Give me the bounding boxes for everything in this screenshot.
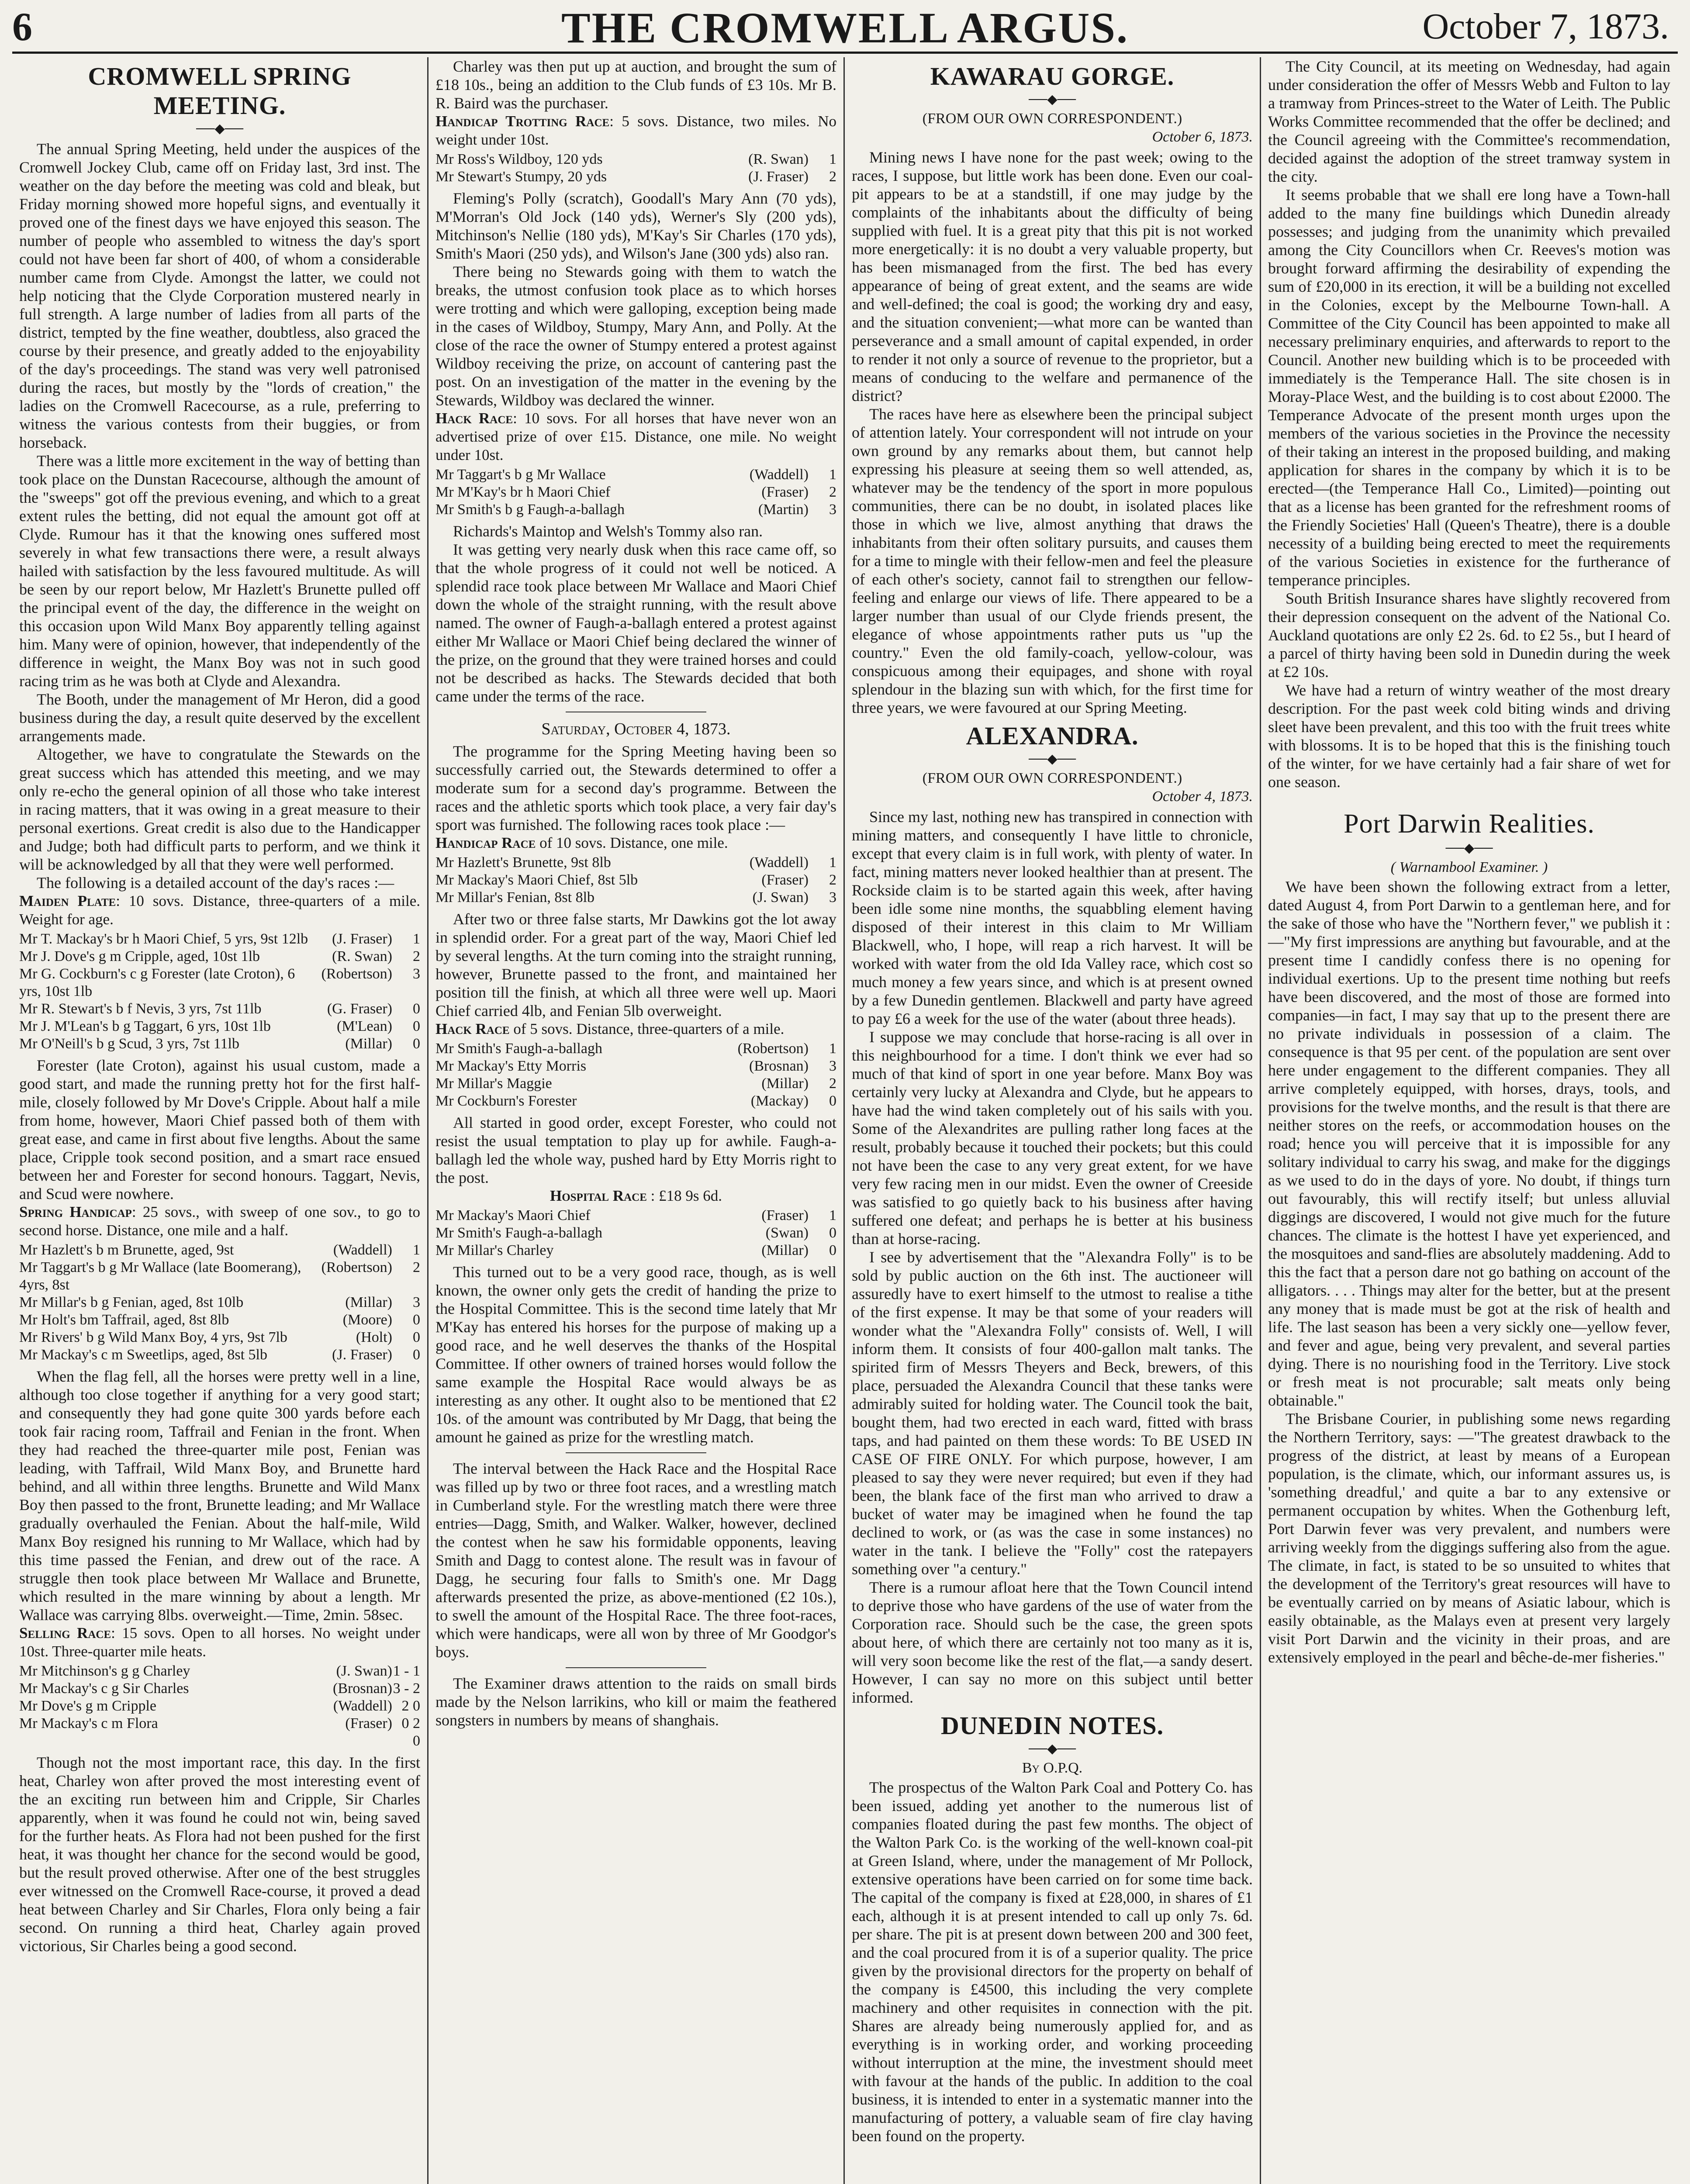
race-entry: Mr O'Neill's b g Scud, 3 yrs, 7st 11lb (Millar) 0 (19, 1036, 420, 1052)
byline: (FROM OUR OWN CORRESPONDENT.) (922, 770, 1182, 786)
byline: By O.P.Q. (1022, 1760, 1083, 1776)
paragraph: The City Council, at its meeting on Wednesday, had again under consideration the offer of Messrs Webb and Fulton to lay a tramway from Princes-street to the Water of Leith. The Public Works Committee recommended that the offer be declined; and the Council agreeing with the Committee's recommendation, decided against the adoption of the street tramway system in the city. (1268, 58, 1670, 185)
race-entry: Mr M'Kay's br h Maori Chief (Fraser) 2 (435, 484, 836, 500)
column-4 (1261, 57, 1677, 2184)
paragraph: The following is a detailed account of the day's races :— (37, 874, 394, 892)
paragraph: I see by advertisement that the "Alexandra Folly" is to be sold by public auction on the 6th inst. The auctioneer will assuredly have to exert himself to the utmost to realise a tithe of the first expense. It may be that some of your readers will wonder what the "Alexandra Folly" consists of. Well, I will inform them. It consists of four 400-gallon malt tanks. The spirited firm of Messrs Theyers and Beck, brewers, of this place, persuaded the Alexandra Council that these tanks were admirably suited for holding water. The Council took the bait, bought them, had two erected in each ward, fitted with brass taps, and had painted on them these words: To BE USED IN CASE OF FIRE ONLY. For which purpose, however, I am pleased to say they were never required; but even if they had been, the blank face of the first man who arrived to draw a bucket of water may be imagined when he found the tap declined to work, or (as was the case in some instances) no water in the tank. I believe the "Folly" cost the ratepayers something over "a century." (852, 1248, 1253, 1578)
article-title-kawarau: KAWARAU GORGE. (930, 62, 1175, 90)
race-report: It was getting very nearly dusk when this race came off, so that the whole progress of it could not well be noticed. A splendid race took place between Mr Wallace and Maori Chief down the whole of the straight running, with the result above named. The owner of Faugh-a-ballagh entered a protest against either Mr Wallace or Maori Chief being declared the winner of the prize, on the ground that they were trained horses and could not be described as hacks. The Stewards decided that both came under the terms of the race. (435, 541, 836, 705)
race-entries (19, 930, 420, 1053)
race-report: There being no Stewards going with them to watch the breaks, the utmost confusion took place as to which horses were trotting and which were galloping, exception being made in the cases of Wildboy, Stumpy, Mary Ann, and Polly. At the close of the race the owner of Stumpy entered a protest against Wildboy receiving the prize, on account of cantering past the post. On an investigation of the matter in the evening by the Stewards, Wildboy was declared the winner. (435, 263, 836, 409)
race-entry: Mr T. Mackay's br h Maori Chief, 5 yrs, 9st 12lb (J. Fraser) 1 (19, 931, 420, 947)
race-entry: Mr Rivers' b g Wild Manx Boy, 4 yrs, 9st 7lb (Holt) 0 (19, 1329, 420, 1345)
race-entries (435, 1040, 836, 1110)
paragraph: There is a rumour afloat here that the Town Council intend to deprive those who have gardens of the use of water from the Corporation race. Should such be the case, the green spots about here, of which there are certainly not too many as it is, will very soon become like the rest of the flat,—a sandy desert. However, I can say no more on this subject until better informed. (852, 1579, 1253, 1706)
race-entry: Mr Taggart's b g Mr Wallace (Waddell) 1 (435, 467, 836, 483)
race-heading-handicap-race: Handicap Race of 10 sovs. Distance, one mile. (435, 834, 728, 851)
race-report: Though not the most important race, this day. In the first heat, Charley won after proved the most interesting event of the an exciting run between him and Cripple, Sir Charles apparently, when it was found he could not win, being saved for the further heats. As Flora had not been pushed for the first heat, it was thought her chance for the second would be good, but the result proved otherwise. After one of the best struggles ever witnessed on the Cromwell Race-course, it proved a dead heat between Charley and Sir Charles, Flora only being a fair second. On running a third heat, Charley again proved victorious, Sir Charles being a good second. (19, 1754, 420, 1955)
race-report: This turned out to be a very good race, though, as is well known, the owner only gets the credit of handing the prize to the Hospital Committee. This is the second time lately that Mr M'Kay has entered his horses for the purpose of making up a good race, and he well deserves the thanks of the Hospital Committee. If other owners of trained horses would follow the same example the Hospital Race would always be as interesting as any other. It ought also to be mentioned that £2 10s. of the amount was contributed by Mr Dagg, that being the amount he gained as prize for the wrestling match. (435, 1263, 836, 1446)
race-entry: Mr Mackay's c g Sir Charles (Brosnan) 3 - 2 (19, 1680, 420, 1697)
race-entry: Mr Hazlett's b m Brunette, aged, 9st (Waddell) 1 (19, 1242, 420, 1258)
race-entries (19, 1241, 420, 1364)
race-heading-hospital-race: Hospital Race : £18 9s 6d. (550, 1187, 722, 1204)
race-heading-maiden-plate: Maiden Plate: 10 sovs. Distance, three-quarters of a mile. Weight for age. (19, 892, 420, 928)
paragraph: I suppose we may conclude that horse-racing is all over in this neighbourhood for a time. I don't think we ever had so much of that kind of sport in one year before. Manx Boy was certainly very lucky at Alexandra and Clyde, but he appears to have had the wind taken completely out of his sails with you. Some of the Alexandrites are pulling rather long faces at the result, probably because it touched their pockets; but this could not have been the case to any very great extent, for we have very few racing men in our midst. Even the owner of Creeside was satisfied to go quietly back to his business after having suffered one defeat; and perhaps he is better at his business than at horse-racing. (852, 1028, 1253, 1248)
column-1 (12, 57, 429, 2184)
race-entry: Mr Holt's bm Taffrail, aged, 8st 8lb (Moore) 0 (19, 1312, 420, 1328)
race-entry: Mr Ross's Wildboy, 120 yds (R. Swan) 1 (435, 151, 836, 167)
column-2 (429, 57, 845, 2184)
dateline: October 4, 1873. (1152, 788, 1253, 805)
paragraph: Since my last, nothing new has transpired in connection with mining matters, and consequently I have little to chronicle, except that every claim is in full work, with plenty of water. In fact, mining matters never looked healthier than at present. The Rockside claim is to be started again this week, after having been idle some nine months, the squabbling element having disposed of their interest in this claim to Mr William Blackwell, who, I hope, will reap a rich harvest. It will be worked with water from the old Ida Valley race, which cost so much money a few years since, and which is at present owned by a few Dunedin gentlemen. Blackwell and party have agreed to pay £6 a week for the use of the water (about three heads). (852, 808, 1253, 1027)
issue-date: October 7, 1873. (1422, 6, 1669, 47)
race-entry: Mr Millar's Fenian, 8st 8lb (J. Swan) 3 (435, 889, 836, 905)
paragraph: The interval between the Hack Race and the Hospital Race was filled up by two or three foot races, and a wrestling match in Cumberland style. For the wrestling match there were three entries—Dagg, Smith, and Walker. Walker, however, declined the contest when he saw his formidable opponents, leaving Smith and Dagg to contest alone. The result was in favour of Dagg, he securing four falls to Smith's one. Mr Dagg afterwards presented the prize, as above-mentioned (£2 10s.), to swell the amount of the Hospital Race. The three foot-races, which were handicaps, were all won by three of Mr Goodgor's boys. (435, 1460, 836, 1661)
paragraph: South British Insurance shares have slightly recovered from their depression consequent on the advent of the National Co. Auckland quotations are only £2 2s. 6d. to £2 5s., but I heard of a parcel of thirty having been sold in Dunedin during the week at £2 10s. (1268, 590, 1670, 681)
race-entry: Mr Stewart's Stumpy, 20 yds (J. Fraser) 2 (435, 169, 836, 185)
section-heading-saturday: Saturday, October 4, 1873. (541, 720, 731, 738)
race-report: Forester (late Croton), against his usual custom, made a good start, and made the running pretty hot for the first half-mile, closely followed by Mr Dove's Cripple. About half a mile from home, however, Maori Chief passed both of them with great ease, and came in first about five lengths. About the same place, Cripple took second position, and a smart race ensued between her and Forester for second honours. Taggart, Nevis, and Scud were nowhere. (19, 1057, 420, 1203)
ornament: ──◆── (1028, 1742, 1076, 1756)
race-entries (435, 1207, 836, 1259)
also-ran: Fleming's Polly (scratch), Goodall's Mary Ann (70 yds), M'Morran's Old Jock (140 yds), Werner's Sly (200 yds), Mitchinson's Nellie (180 yds), M'Kay's Sir Charles (170 yds), Smith's Maori (250 yds), and Wilson's Jane (300 yds) also ran. (435, 190, 836, 262)
paragraph: We have been shown the following extract from a letter, dated August 4, from Port Darwin to a gentleman here, and for the sake of those who have the "Northern fever," we publish it :—"My first impressions are anything but favourable, and at the present time I candidly confess there is no opening for individual exertions. Up to the present time nothing but reefs have been discovered, and the most of those are formed into companies—in fact, I may say that up to the present there are no private individuals in possession of a claim. The consequence is that 95 per cent. of the population are sent over here under engagement to the different companies. They all arrive completely equipped, with horses, drays, tools, and provisions for the twelve months, and the result is that there are neither stores on the reefs, or accommodation houses on the road; hence you will perceive that it is impossible for any solitary individual to carry his swag, and make for the diggings as we used to do in the days of yore. No doubt, if things turn out favourably, this will rectify itself; but unless alluvial diggings are discovered, I would not give much for the future chances. The climate is the hottest I have yet experienced, and the mosquitoes and sand-flies are absolutely maddening. Add to this the fact that a person dare not go bathing on account of the alligators. . . . Things may alter for the better, but at the present any money that is made must be got at the risk of health and life. The last season has been a very sickly one—yellow fever, and fever and ague, being very prevalent, and several parties dying. There is no nourishing food in the Territory. Live stock or fresh meat is not procurable; salt meats only being obtainable." (1268, 878, 1670, 1409)
paragraph: There was a little more excitement in the way of betting than took place on the Dunstan Racecourse, although the amount of the "sweeps" got off the previous evening, and which to a great extent rules the betting, did not equal the amount got off at Clyde. Rumour has it that the knowing ones suffered most severely in what few transactions there were, a result always hailed with satisfaction by the less favoured multitude. As will be seen by our report below, Mr Hazlett's Brunette pulled off the principal event of the day, the difference in the weight on this occasion upon Wild Manx Boy apparently telling against him. Many were of opinion, however, that independently of the difference in weight, the Manx Boy was not in such good racing trim as he was both at Clyde and Alexandra. (19, 452, 420, 690)
paragraph: The Brisbane Courier, in publishing some news regarding the Northern Territory, says: —"The greatest drawback to the progress of the district, at least by means of a European population, is the climate, which, our informant assures us, is 'something dreadful,' and quite a bar to any extensive or permanent occupation by whites. When the Gothenburg left, Port Darwin fever was very prevalent, and numbers were arriving weekly from the diggings suffering also from the ague. The climate, in fact, is stated to be so unsuited to whites that the development of the Territory's great resources will have to be eventually carried on by means of Asiatic labour, which is easily obtainable, as the Malays even at present very largely visit Port Darwin and the vicinity in their proas, and are extensively employed in the pearl and bêche-de-mer fisheries." (1268, 1410, 1670, 1666)
race-entry: Mr Millar's Maggie (Millar) 2 (435, 1075, 836, 1092)
ornament: ──◆── (1445, 841, 1493, 855)
race-entry: Mr Mitchinson's g g Charley (J. Swan) 1 - 1 (19, 1663, 420, 1679)
divider (566, 1452, 706, 1453)
race-report: All started in good order, except Forester, who could not resist the usual temptation to play up for awhile. Faugh-a-ballagh led the whole way, pushed hard by Etty Morris right to the post. (435, 1114, 836, 1186)
race-report: When the flag fell, all the horses were pretty well in a line, although too close together if anything for a very good start; and consequently they had gone quite 300 yards before each took fair racing room, Taffrail and Fenian in the front. When they had reached the three-quarter mile post, Fenian was leading, with Taffrail, Wild Manx Boy, and Brunette hard behind, and all within three lengths. Brunette and Wild Manx Boy then passed to the front, Brunette leading; and Mr Wallace gradually overhauled the Fenian. About the half-mile, Wild Manx Boy resigned his running to Mr Wallace, which had by this time passed the Fenian, and drew out of the race. A struggle then took place between Mr Wallace and Brunette, which resulted in the mare winning by about a length. Mr Wallace was carrying 8lbs. overweight.—Time, 2min. 58sec. (19, 1368, 420, 1624)
newspaper-title: THE CROMWELL ARGUS. (561, 3, 1129, 52)
race-entries (435, 854, 836, 906)
race-heading-selling-race: Selling Race: 15 sovs. Open to all horses. No weight under 10st. Three-quarter mile heats. (19, 1624, 420, 1660)
paragraph: The Examiner draws attention to the raids on small birds made by the Nelson larrikins, who kill or maim the feathered songsters in numbers by means of shanghais. (435, 1675, 836, 1729)
race-entry: Mr Mackay's Maori Chief (Fraser) 1 (435, 1207, 836, 1223)
article-title-alexandra: ALEXANDRA. (966, 722, 1139, 750)
ornament: ──◆── (1028, 752, 1076, 766)
also-ran: Richards's Maintop and Welsh's Tommy also ran. (453, 522, 763, 540)
race-entry: Mr Mackay's c m Flora (Fraser) 0 2 0 (19, 1715, 420, 1749)
race-entry: Mr Mackay's Etty Morris (Brosnan) 3 (435, 1058, 836, 1074)
paragraph: It seems probable that we shall ere long have a Town-hall added to the many fine buildings which Dunedin already possesses; and judging from the unanimity which prevailed among the City Councillors when Cr. Reeves's motion was brought forward affirming the desirability of expending the sum of £20,000 in its erection, it will be a building not excelled in the Colonies, except by the Melbourne Town-hall. A Committee of the City Council has been appointed to make all necessary preliminary enquiries, and afterwards to report to the Council. Another new building which is to be proceeded with immediately is the Temperance Hall. The site chosen is in Moray-Place West, and the building is to cost about £2000. The Temperance Advocate of the present month urges upon the members of the various societies in the Province the necessity of their taking an interest in the proposed building, and making application for shares in the company by which it is to be erected—(the Temperance Hall Co., Limited)—pointing out that as a license has been granted for the refreshment rooms of the Friendly Societies' Hall (Queen's Theatre), there is a double necessity of a building being erected to meet the requirements of the various Societies in existence for the furtherance of temperance principles. (1268, 186, 1670, 589)
race-entry: Mr Cockburn's Forester (Mackay) 0 (435, 1093, 836, 1109)
race-entry: Mr Millar's b g Fenian, aged, 8st 10lb (Millar) 3 (19, 1294, 420, 1310)
columns (12, 57, 1678, 2184)
ornament: ──◆── (1028, 92, 1076, 107)
race-entries (435, 466, 836, 518)
race-heading-spring-handicap: Spring Handicap: 25 sovs., with sweep of one sov., to go to second horse. Distance, one mile and a half. (19, 1203, 420, 1239)
paragraph: Altogether, we have to congratulate the Stewards on the great success which has attended this meeting, and we may only re-echo the general opinion of all those who take interest in racing matters, that it was owing in a great measure to their personal exertions. Great credit is also due to the Handicapper and Judge; both had difficult parts to perform, and we think it will be acknowledged by all that they were well performed. (19, 746, 420, 873)
paragraph: Charley was then put up at auction, and brought the sum of £18 10s., being an addition to the Club funds of £3 10s. Mr B. R. Baird was the purchaser. (435, 58, 836, 112)
race-entry: Mr Smith's b g Faugh-a-ballagh (Martin) 3 (435, 501, 836, 518)
race-entry: Mr Smith's Faugh-a-ballagh (Robertson) 1 (435, 1040, 836, 1057)
paragraph: We have had a return of wintry weather of the most dreary description. For the past week cold biting winds and driving sleet have been prevalent, and this too with the fruit trees white with blossoms. It is to be hoped that this is the finishing touch of the winter, for we have certainly had a fair share of wet for one season. (1268, 681, 1670, 791)
race-heading-hack-race: Hack Race: 10 sovs. For all horses that have never won an advertised prize of over £15. Distance, one mile. No weight under 10st. (435, 410, 836, 463)
divider (566, 1667, 706, 1668)
race-entry: Mr Dove's g m Cripple (Waddell) 2 0 (19, 1698, 420, 1714)
article-title-port-darwin: Port Darwin Realities. (1344, 809, 1595, 839)
race-entries (435, 151, 836, 186)
column-3 (845, 57, 1261, 2184)
race-entry: Mr Smith's Faugh-a-ballagh (Swan) 0 (435, 1225, 836, 1241)
race-heading-hack-race-saturday: Hack Race of 5 sovs. Distance, three-quarters of a mile. (435, 1020, 785, 1037)
race-report: After two or three false starts, Mr Dawkins got the lot away in splendid order. For a great part of the way, Maori Chief led by several lengths. At the turn coming into the straight running, however, Brunette passed to the front, and maintained her position till the finish, at which all three were well up. Maori Chief carried 4lb, and Fenian 5lb overweight. (435, 910, 836, 1019)
paragraph: The Booth, under the management of Mr Heron, did a good business during the day, a result quite deserved by the excellent arrangements made. (19, 691, 420, 745)
dateline: October 6, 1873. (1152, 129, 1253, 145)
race-entry: Mr Taggart's b g Mr Wallace (late Boomerang), 4yrs, 8st (Robertson) 2 (19, 1259, 420, 1293)
ornament: ──◆── (196, 121, 244, 136)
race-entry: Mr Hazlett's Brunette, 9st 8lb (Waddell) 1 (435, 854, 836, 871)
paragraph: The races have here as elsewhere been the principal subject of attention lately. Your correspondent will not intrude on your own ground by any remarks about them, but cannot help expressing his pleasure at seeing them so well attended, as, whatever may be the tendency of the sport in more populous communities, there can be no doubt, in isolated places like those in which we live, almost anything that draws the inhabitants from their often solitary pursuits, and causes them for a time to mingle with their fellow-men and feel the pleasure of each other's society, cannot fail to strengthen our fellow-feeling and enlarge our views of life. There appeared to be a larger number than usual of our Clyde friends present, the elegance of whose appointments rather puts us "up the country." Even the old family-coach, yellow-colour, was conspicuous among their equipages, and shone with royal splendour in the blazing sun with which, for the first time for three years, we were favoured at our Spring Meeting. (852, 405, 1253, 716)
race-entries (19, 1662, 420, 1750)
paragraph: The prospectus of the Walton Park Coal and Pottery Co. has been issued, adding yet another to the numerous list of companies floated during the past few months. The object of the Walton Park Co. is the working of the well-known coal-pit at Green Island, where, under the management of Mr Pollock, extensive operations have been carried on for some time back. The capital of the company is fixed at £28,000, in shares of £1 each, although it is at present intended to call up only 7s. 6d. per share. The pit is at present down between 200 and 300 feet, and the coal procured from it is of a superior quality. The price given by the provisional directors for the property on behalf of the company is £4500, this including the very complete machinery and other requisites in connection with the pit. Shares are already being numerously applied for, and as everything is in working order, and working proceeding without interruption at the mine, the investment should meet with favour at the hands of the public. In addition to the coal business, it is intended to enter in a systematic manner into the manufacturing of pottery, a valuable seam of fire clay having been found on the property. (852, 1779, 1253, 2145)
byline: (FROM OUR OWN CORRESPONDENT.) (922, 111, 1182, 127)
paragraph: Mining news I have none for the past week; owing to the races, I suppose, but little work has been done. Even our coal-pit appears to be at a standstill, if one may judge by the complaints of the inhabitants about the difficulty of being supplied with fuel. It is a great pity that this pit is not worked more energetically: it is no doubt a very valuable property, but has been mismanaged from the first. The bed has every appearance of being of great extent, and the seams are wide and well-defined; the coal is good; the working dry and easy, and the situation convenient;—what more can be wanted than perseverance and a small amount of capital expended, in order to render it not only a source of revenue to the proprietor, but a means of conducing to the welfare and permanence of the district? (852, 149, 1253, 404)
race-entry: Mr G. Cockburn's c g Forester (late Croton), 6 yrs, 10st 1lb (Robertson) 3 (19, 966, 420, 999)
race-heading-trotting: Handicap Trotting Race: 5 sovs. Distance, two miles. No weight under 10st. (435, 113, 836, 148)
race-entry: Mr R. Stewart's b f Nevis, 3 yrs, 7st 11lb (G. Fraser) 0 (19, 1001, 420, 1017)
article-title-spring-meeting: CROMWELL SPRING MEETING. (88, 62, 352, 120)
page-number: 6 (12, 4, 32, 49)
masthead (12, 0, 1678, 54)
race-entry: Mr J. Dove's g m Cripple, aged, 10st 1lb (R. Swan) 2 (19, 948, 420, 964)
source-credit: ( Warnambool Examiner. ) (1390, 859, 1548, 875)
paragraph: The programme for the Spring Meeting having been so successfully carried out, the Stewards determined to offer a moderate sum for a second day's programme. Between the races and the athletic sports which took place, a very fair day's sport was furnished. The following races took place :— (435, 743, 836, 833)
race-entry: Mr J. M'Lean's b g Taggart, 6 yrs, 10st 1lb (M'Lean) 0 (19, 1018, 420, 1034)
race-entry: Mr Millar's Charley (Millar) 0 (435, 1242, 836, 1258)
article-title-dunedin: DUNEDIN NOTES. (940, 1711, 1164, 1740)
race-entry: Mr Mackay's Maori Chief, 8st 5lb (Fraser) 2 (435, 872, 836, 888)
paragraph: The annual Spring Meeting, held under the auspices of the Cromwell Jockey Club, came off on Friday last, 3rd inst. The weather on the day before the meeting was cold and bleak, but Friday morning showed more hopeful signs, and eventually it proved one of the finest days we have enjoyed this season. The number of people who assembled to witness the day's sport could not have been far short of 400, of whom a considerable number came from Clyde. Amongst the latter, we could not help noticing that the Clyde Corporation mustered nearly in full strength. A large number of ladies from all parts of the district, tempted by the fine weather, doubtless, also graced the course by their presence, and greatly added to the enjoyability of the day's proceedings. The stand was very well patronised during the races, but mostly by the "lords of creation," the ladies on the Cromwell Racecourse, as a rule, preferring to witness the various contests from their buggies, or from horseback. (19, 140, 420, 451)
race-entry: Mr Mackay's c m Sweetlips, aged, 8st 5lb (J. Fraser) 0 (19, 1347, 420, 1363)
